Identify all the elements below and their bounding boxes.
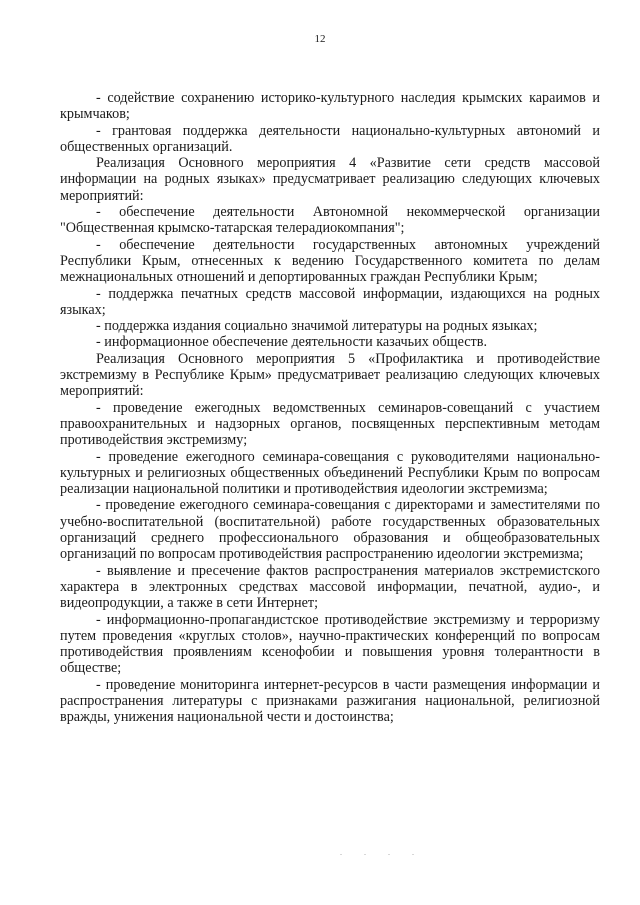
paragraph-5: - обеспечение деятельности государственных автономных учреждений Республики Крым, отнесенных к ведению Государственного комитета по делам межнациональных отношений и депортированных граждан Республики Крым;	[60, 236, 600, 286]
scan-artifact-dots: . . . .	[340, 848, 424, 857]
paragraph-13: - выявление и пресечение фактов распространения материалов экстремистского характера в электронных средствах массовой информации, печатной, аудио-, и видеопродукции, а также в сети Интернет;	[60, 562, 600, 612]
paragraph-14: - информационно-пропагандистское противодействие экстремизму и терроризму путем проведения «круглых столов», научно-практических конференций по вопросам противодействия проявлениям ксенофобии и повышения уровня толерантности в обществе;	[60, 611, 600, 677]
paragraph-1: - содействие сохранению историко-культурного наследия крымских караимов и крымчаков;	[60, 90, 600, 123]
paragraph-2: - грантовая поддержка деятельности национально-культурных автономий и общественных организаций.	[60, 122, 600, 155]
paragraph-7: - поддержка издания социально значимой литературы на родных языках;	[96, 318, 538, 335]
paragraph-15: - проведение мониторинга интернет-ресурсов в части размещения информации и распространения литературы с признаками разжигания национальной, религиозной вражды, унижения национальной чести и достоинства;	[60, 676, 600, 726]
paragraph-4: - обеспечение деятельности Автономной некоммерческой организации "Общественная крымско-татарская телерадиокомпания";	[60, 204, 600, 237]
body-text	[60, 90, 600, 726]
paragraph-8: - информационное обеспечение деятельности казачьих обществ.	[96, 334, 487, 351]
paragraph-12: - проведение ежегодного семинара-совещания с директорами и заместителями по учебно-воспитательной (воспитательной) работе государственных образовательных организаций среднего профессионального образования и общеобразовательных организаций по вопросам противодействия распространению идеологии экстремизма;	[60, 497, 600, 563]
paragraph-11: - проведение ежегодного семинара-совещания с руководителями национально-культурных и религиозных общественных объединений Республики Крым по вопросам реализации национальной политики и противодействия идеологии экстремизма;	[60, 448, 600, 498]
page-number: 12	[314, 33, 326, 45]
paragraph-9: Реализация Основного мероприятия 5 «Профилактика и противодействие экстремизму в Республике Крым» предусматривает реализацию следующих ключевых мероприятий:	[60, 350, 600, 400]
paragraph-6: - поддержка печатных средств массовой информации, издающихся на родных языках;	[60, 285, 600, 318]
paragraph-3: Реализация Основного мероприятия 4 «Развитие сети средств массовой информации на родных языках» предусматривает реализацию следующих ключевых мероприятий:	[60, 155, 600, 204]
paragraph-10: - проведение ежегодных ведомственных семинаров-совещаний с участием правоохранительных и надзорных органов, посвященных перспективным методам противодействия экстремизму;	[60, 399, 600, 449]
